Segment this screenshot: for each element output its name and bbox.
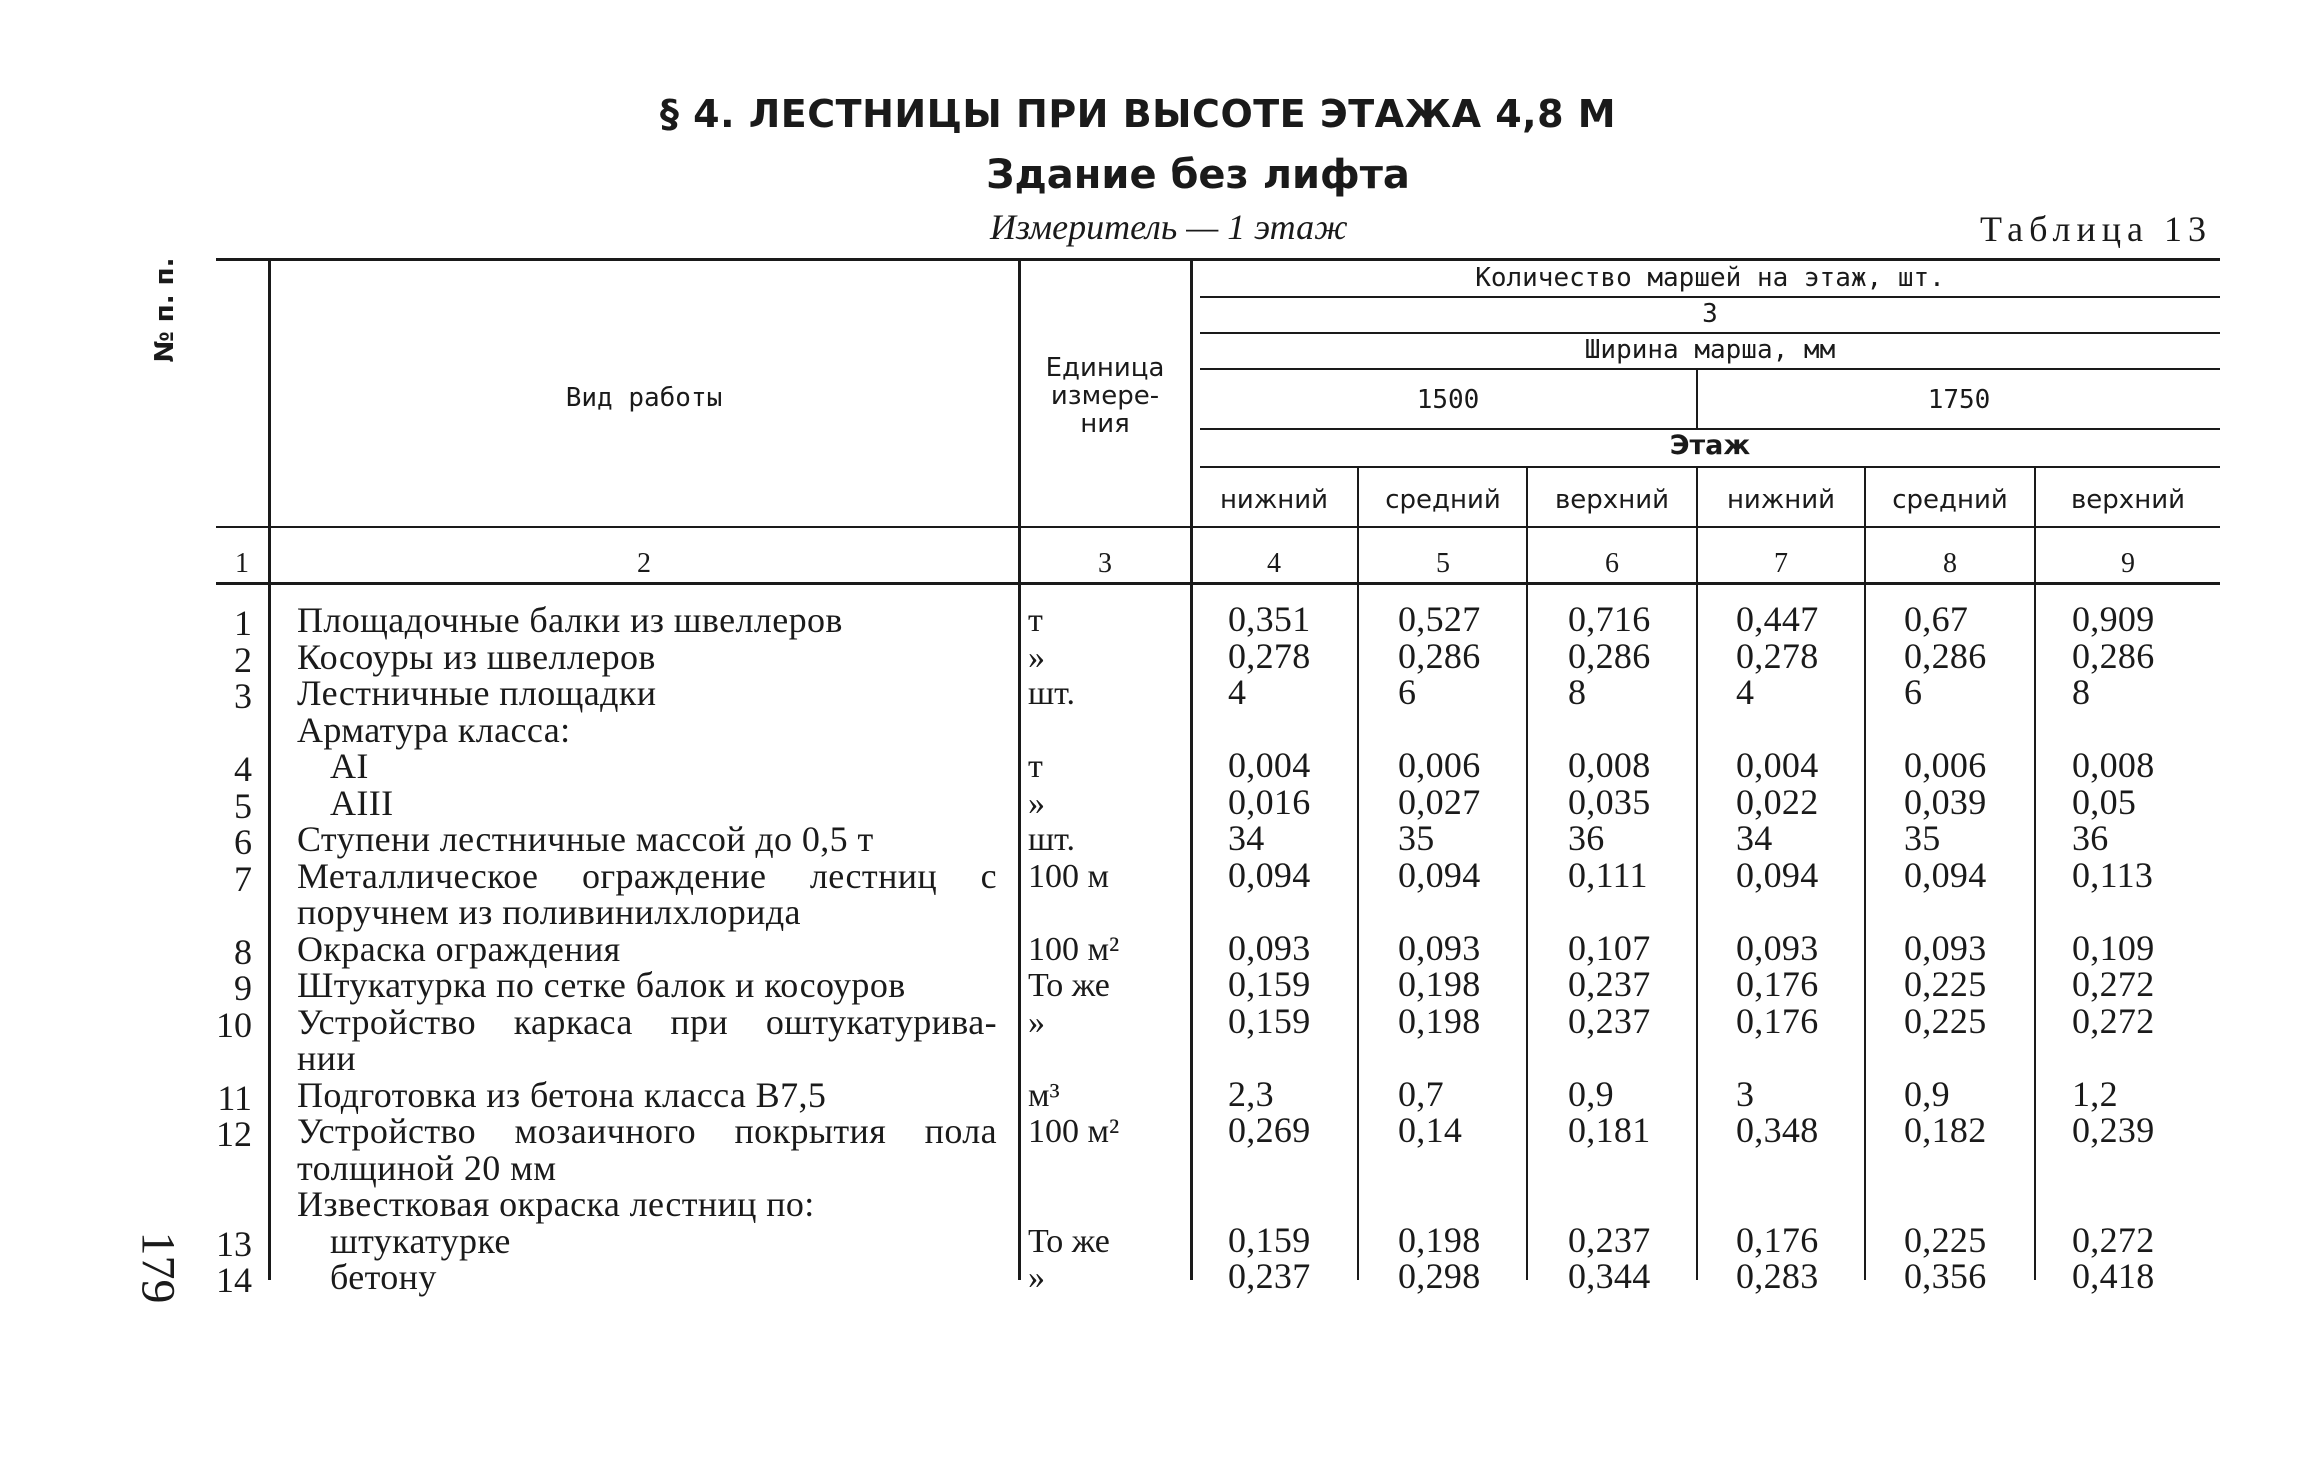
row-number: 10 [216, 1004, 252, 1045]
quantity-cell: 0,093 [1904, 927, 1987, 968]
row-number: 6 [234, 822, 252, 862]
row-number: 4 [234, 749, 252, 789]
section-title: § 4. ЛЕСТНИЦЫ ПРИ ВЫСОТЕ ЭТАЖА 4,8 М [659, 92, 1617, 136]
unit-value: т [1028, 602, 1043, 639]
row-number: 13 [216, 1223, 252, 1264]
quantity-cell: 0,286 [2072, 635, 2155, 676]
table-top-rule [216, 258, 2220, 261]
measurer-label: Измеритель — 1 этаж [990, 207, 1348, 247]
quantity-cell: 0,093 [1228, 927, 1311, 968]
work-description: Окраска ограждения [297, 928, 621, 969]
page-number: 179 [131, 1231, 185, 1304]
quantity-cell: 1,2 [2072, 1073, 2118, 1114]
work-description: Лестничные площадки [297, 673, 657, 713]
quantity-cell: 0,107 [1568, 927, 1651, 968]
rule-below-colnums [216, 582, 2220, 585]
quantity-cell: 0,286 [1568, 635, 1651, 676]
floor-label: верхний [1554, 485, 1669, 515]
row-number: 1 [234, 603, 252, 643]
quantity-cell: 0,198 [1398, 1219, 1481, 1260]
rule-below-floor [1200, 466, 2220, 468]
divider-col-8-9 [2034, 468, 2036, 1280]
work-description: толщиной 20 мм [297, 1147, 557, 1188]
work-description: AI [330, 746, 369, 786]
quantity-cell: 0,351 [1228, 599, 1311, 639]
quantity-cell: 0,004 [1228, 745, 1311, 785]
quantity-cell: 0,278 [1736, 635, 1819, 676]
column-number: 9 [2121, 548, 2135, 579]
quantity-cell: 0,225 [1904, 1219, 1987, 1260]
rule-below-width [1200, 368, 2220, 370]
work-description: штукатурке [330, 1220, 511, 1261]
column-number: 5 [1436, 548, 1450, 579]
unit-value: т [1028, 748, 1043, 785]
quantity-cell: 0,418 [2072, 1256, 2155, 1296]
quantity-cell: 0,035 [1568, 781, 1651, 822]
work-description: Ступени лестничные массой до 0,5 т [297, 819, 874, 859]
quantity-cell: 0,344 [1568, 1256, 1651, 1296]
unit-value: 100 м² [1028, 930, 1120, 968]
quantity-cell: 34 [1228, 818, 1265, 858]
work-description: Металлическое ограждение лестниц с [297, 855, 997, 896]
row-number: 5 [234, 785, 252, 826]
unit-value: » [1028, 1259, 1045, 1296]
work-description: AIII [330, 782, 394, 823]
quantity-cell: 0,447 [1736, 599, 1819, 639]
divider-col-4-5 [1357, 468, 1359, 1280]
quantity-cell: 0,008 [1568, 745, 1651, 785]
row-number: 2 [234, 639, 252, 680]
quantity-cell: 0,7 [1398, 1073, 1444, 1114]
unit-value: шт. [1028, 821, 1075, 858]
quantity-cell: 0,278 [1228, 635, 1311, 676]
quantity-cell: 6 [1398, 672, 1417, 712]
quantity-cell: 35 [1904, 818, 1941, 858]
divider-col-7-8 [1864, 468, 1866, 1280]
unit-value: шт. [1028, 675, 1075, 712]
quantity-cell: 6 [1904, 672, 1923, 712]
table-number-label: Таблица 13 [1980, 209, 2212, 249]
quantity-cell: 0,094 [1904, 854, 1987, 895]
quantity-cell: 0,356 [1904, 1256, 1987, 1296]
floor-label: средний [1892, 485, 2008, 515]
quantity-cell: 3 [1736, 1073, 1755, 1114]
rule-below-marches [1200, 296, 2220, 298]
quantity-cell: 35 [1398, 818, 1435, 858]
quantity-cell: 0,237 [1228, 1256, 1311, 1296]
quantity-cell: 0,909 [2072, 599, 2155, 639]
col-unit-header-line: ния [1080, 409, 1130, 439]
quantity-cell: 0,198 [1398, 1000, 1481, 1041]
unit-value: То же [1028, 967, 1110, 1004]
row-number: 12 [216, 1114, 252, 1154]
column-number: 6 [1605, 548, 1619, 579]
quantity-cell: 0,006 [1398, 745, 1481, 785]
unit-value: 100 м [1028, 857, 1110, 895]
quantity-cell: 0,348 [1736, 1110, 1819, 1150]
quantity-cell: 0,198 [1398, 964, 1481, 1004]
row-number: 7 [234, 858, 252, 899]
rule-below-marches-value [1200, 332, 2220, 334]
quantity-cell: 0,109 [2072, 927, 2155, 968]
quantity-cell: 0,286 [1398, 635, 1481, 676]
unit-value: 100 м² [1028, 1113, 1120, 1150]
quantity-cell: 0,272 [2072, 1000, 2155, 1041]
quantity-cell: 0,272 [2072, 1219, 2155, 1260]
unit-value: » [1028, 1003, 1045, 1041]
row-number: 14 [216, 1260, 252, 1300]
quantity-cell: 0,159 [1228, 964, 1311, 1004]
column-number: 3 [1098, 548, 1112, 579]
work-description: Подготовка из бетона класса В7,5 [297, 1074, 827, 1115]
floor-label: нижний [1726, 485, 1836, 515]
width-1500: 1500 [1416, 385, 1480, 415]
column-number: 2 [637, 548, 651, 579]
quantity-cell: 0,027 [1398, 781, 1481, 822]
marches-header: Количество маршей на этаж, шт. [1475, 263, 1945, 293]
quantity-cell: 0,181 [1568, 1110, 1651, 1150]
section-subtitle: Здание без лифта [986, 152, 1410, 198]
quantity-cell: 0,225 [1904, 1000, 1987, 1041]
quantity-cell: 0,094 [1228, 854, 1311, 895]
quantity-cell: 2,3 [1228, 1073, 1274, 1114]
quantity-cell: 0,527 [1398, 599, 1481, 639]
column-number: 8 [1943, 548, 1957, 579]
quantity-cell: 0,286 [1904, 635, 1987, 676]
quantity-cell: 0,176 [1736, 1000, 1819, 1041]
floor-label: нижний [1219, 485, 1329, 515]
marches-value: 3 [1702, 299, 1718, 329]
col-unit-header-line: измере- [1050, 381, 1160, 411]
quantity-cell: 0,237 [1568, 964, 1651, 1004]
quantity-cell: 0,094 [1398, 854, 1481, 895]
quantity-cell: 0,716 [1568, 599, 1651, 639]
quantity-cell: 0,272 [2072, 964, 2155, 1004]
quantity-cell: 36 [1568, 818, 1605, 858]
work-description: Устройство каркаса при оштукатурива- [297, 1001, 997, 1042]
work-description: Устройство мозаичного покрытия пола [297, 1111, 997, 1151]
column-number: 1 [235, 548, 249, 579]
quantity-cell: 0,094 [1736, 854, 1819, 895]
floor-label: верхний [2070, 485, 2185, 515]
floor-label: средний [1385, 485, 1501, 515]
quantity-cell: 4 [1736, 672, 1755, 712]
work-description: Известковая окраска лестниц по: [297, 1184, 815, 1224]
column-number: 7 [1774, 548, 1788, 579]
width-header: Ширина марша, мм [1584, 335, 1836, 365]
quantity-cell: 0,111 [1568, 854, 1648, 895]
quantity-cell: 0,269 [1228, 1110, 1311, 1150]
unit-value: То же [1028, 1222, 1110, 1260]
quantity-cell: 36 [2072, 818, 2109, 858]
quantity-cell: 0,022 [1736, 781, 1819, 822]
quantity-cell: 0,239 [2072, 1110, 2155, 1150]
quantity-cell: 0,67 [1904, 599, 1969, 639]
quantity-cell: 8 [1568, 672, 1587, 712]
quantity-cell: 0,093 [1398, 927, 1481, 968]
quantity-cell: 0,237 [1568, 1219, 1651, 1260]
unit-value: » [1028, 784, 1045, 822]
quantity-cell: 0,159 [1228, 1219, 1311, 1260]
quantity-cell: 0,176 [1736, 964, 1819, 1004]
quantity-cell: 0,283 [1736, 1256, 1819, 1296]
col-unit-header-line: Единица [1045, 353, 1165, 383]
quantity-cell: 0,182 [1904, 1110, 1987, 1150]
quantity-cell: 0,006 [1904, 745, 1987, 785]
work-description: Арматура класса: [297, 709, 571, 750]
quantity-cell: 0,298 [1398, 1256, 1481, 1296]
work-description: Площадочные балки из швеллеров [297, 600, 843, 640]
quantity-cell: 0,05 [2072, 781, 2137, 822]
quantity-cell: 0,176 [1736, 1219, 1819, 1260]
quantity-cell: 0,039 [1904, 781, 1987, 822]
work-description: нии [297, 1038, 356, 1078]
row-number: 8 [234, 931, 252, 972]
quantity-cell: 34 [1736, 818, 1773, 858]
width-1750: 1750 [1927, 385, 1991, 415]
divider-col-5-6 [1526, 468, 1528, 1280]
quantity-cell: 8 [2072, 672, 2091, 712]
floor-header: Этаж [1669, 430, 1751, 461]
column-number: 4 [1267, 548, 1281, 579]
unit-value: » [1028, 638, 1045, 676]
quantity-cell: 0,016 [1228, 781, 1311, 822]
quantity-cell: 0,9 [1568, 1073, 1614, 1114]
row-number: 11 [217, 1077, 252, 1118]
quantity-cell: 0,008 [2072, 745, 2155, 785]
work-description: Косоуры из швеллеров [297, 636, 656, 677]
work-description: Штукатурка по сетке балок и косоуров [297, 965, 906, 1005]
quantity-cell: 0,9 [1904, 1073, 1950, 1114]
quantity-cell: 4 [1228, 672, 1247, 712]
row-number: 3 [234, 676, 252, 716]
quantity-cell: 0,14 [1398, 1110, 1463, 1150]
row-number: 9 [234, 968, 252, 1008]
divider-unit-values [1190, 258, 1193, 1280]
col-work-header: Вид работы [565, 383, 723, 413]
quantity-cell: 0,237 [1568, 1000, 1651, 1041]
rule-below-floors [216, 526, 2220, 528]
unit-value: м³ [1028, 1076, 1060, 1114]
quantity-cell: 0,159 [1228, 1000, 1311, 1041]
work-description: бетону [330, 1257, 437, 1297]
divider-col-6-7 [1696, 468, 1698, 1280]
quantity-cell: 0,113 [2072, 854, 2154, 895]
work-description: поручнем из поливинилхлорида [297, 892, 801, 932]
quantity-cell: 0,093 [1736, 927, 1819, 968]
col-no-header: № п. п. [150, 257, 180, 363]
quantity-cell: 0,004 [1736, 745, 1819, 785]
quantity-cell: 0,225 [1904, 964, 1987, 1004]
